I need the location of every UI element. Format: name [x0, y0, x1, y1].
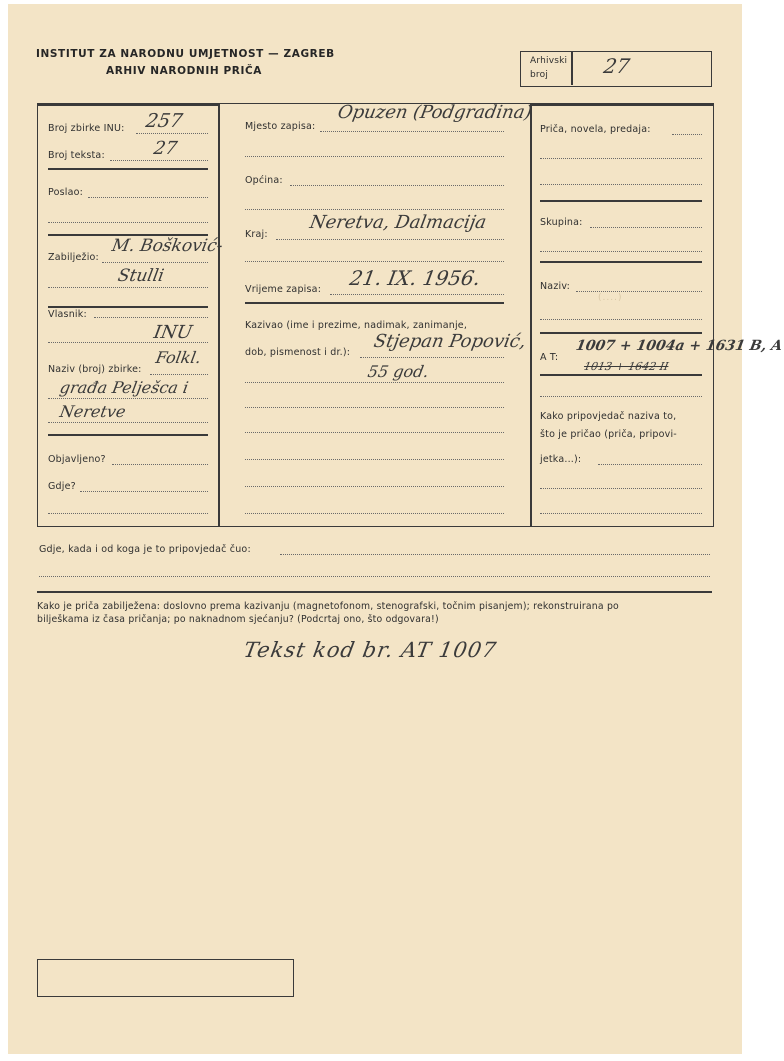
genre-label: Priča, novela, predaja:: [540, 124, 651, 135]
how-recorded-label-1: Kako je priča zabilježena: doslovno prema kazivanju (magnetofonom, stenografski, točnim pisanjem); rekonstruirana po: [37, 601, 619, 612]
place-value: Opuzen (Podgradina): [336, 102, 534, 123]
teller-value-2: 55 god.: [366, 362, 431, 381]
archive-number-label-1: Arhivski: [530, 56, 568, 66]
collection-name-value-1: Folkl.: [154, 348, 203, 367]
time-value: 21. IX. 1956.: [347, 266, 483, 290]
collection-name-value-2: građa Pelješca i: [58, 378, 190, 397]
at-struck-value: 1013 + 1642 II: [582, 360, 670, 373]
text-no-label: Broj teksta:: [48, 150, 105, 161]
collection-no-label: Broj zbirke INU:: [48, 123, 125, 134]
owner-label: Vlasnik:: [48, 309, 87, 320]
text-reference-note: Tekst kod br. AT 1007: [241, 638, 499, 662]
how-recorded-label-2: bilješkama iz časa pričanja; po naknadnom sjećanju? (Podcrtaj ono, što odgovara!): [37, 614, 439, 625]
teller-value-1: Stjepan Popović,: [372, 331, 528, 352]
place-label: Mjesto zapisa:: [245, 121, 316, 132]
region-value: Neretva, Dalmacija: [308, 212, 488, 233]
collection-name-value-3: Neretve: [58, 402, 128, 421]
institute-title: INSTITUT ZA NARODNU UMJETNOST — ZAGREB: [36, 48, 335, 60]
archive-number-value: 27: [601, 54, 632, 78]
heard-from-label: Gdje, kada i od koga je to pripovjedač čuo:: [39, 544, 251, 555]
teller-name-label-1: Kako pripovjedač naziva to,: [540, 411, 677, 422]
bottom-empty-box: [37, 959, 294, 997]
published-label: Objavljeno?: [48, 454, 106, 465]
at-label: A T:: [540, 352, 559, 363]
region-label: Kraj:: [245, 229, 268, 240]
at-value: 1007 + 1004a + 1631 B, A: [574, 338, 784, 354]
group-label: Skupina:: [540, 217, 583, 228]
teller-name-label-3: jetka...):: [540, 454, 582, 465]
archive-card: INSTITUT ZA NARODNU UMJETNOST — ZAGREB ARHIV NARODNIH PRIČA Arhivski broj 27 Broj zbirke INU: 257 Broj teksta: 27 Poslao: Zabilježio: M. Bošković- Stulli Vlasnik: INU Naziv (broj) zbirke: Folkl. građa Pelješca i Neretve Objavljeno? Gdje? Mjesto zapisa: Opuzen (Podgradina) Općina: Kraj: Neretva, Dalmacija Vrijeme zapisa: 21. IX. 1956. Kazivao (ime i prezime, nadimak, zanimanje, dob, pismenost i dr.): Stjepan Popović, 55 god. Priča, novela, predaja: Skupina: Naziv: (....) A T: 1007 + 1004a + 1631 B, A 1013 + 1642 II Kako pripovjedač naziva to, što je pričao (priča, pripovi- jetka...): Gdje, kada i od koga je to pripovjedač čuo: Kako je priča zabilježena: doslovno prema kazivanju (magnetofonom, stenografski, točnim pisanjem); rekonstruirana po bilješkama iz časa pričanja; po naknadnom sjećanju? (Podcrtaj ono, što odgovara!) Tekst kod br. AT 1007: [8, 4, 742, 1054]
municipality-label: Općina:: [245, 175, 283, 186]
teller-label-1: Kazivao (ime i prezime, nadimak, zanimanje,: [245, 320, 468, 331]
archive-title: ARHIV NARODNIH PRIČA: [106, 65, 262, 77]
recorded-by-value-2: Stulli: [116, 266, 166, 286]
teller-name-label-2: što je pričao (priča, pripovi-: [540, 429, 677, 440]
collection-no-value: 257: [144, 110, 185, 132]
where-published-label: Gdje?: [48, 481, 76, 492]
owner-value: INU: [152, 322, 194, 343]
archive-number-label-2: broj: [530, 70, 549, 80]
text-no-value: 27: [152, 138, 179, 159]
teller-label-2: dob, pismenost i dr.):: [245, 347, 351, 358]
recorded-by-value-1: M. Bošković-: [110, 236, 225, 256]
title-label: Naziv:: [540, 281, 571, 292]
sent-by-label: Poslao:: [48, 187, 84, 198]
time-label: Vrijeme zapisa:: [245, 284, 322, 295]
recorded-by-label: Zabilježio:: [48, 252, 99, 263]
collection-name-label: Naziv (broj) zbirke:: [48, 364, 142, 375]
